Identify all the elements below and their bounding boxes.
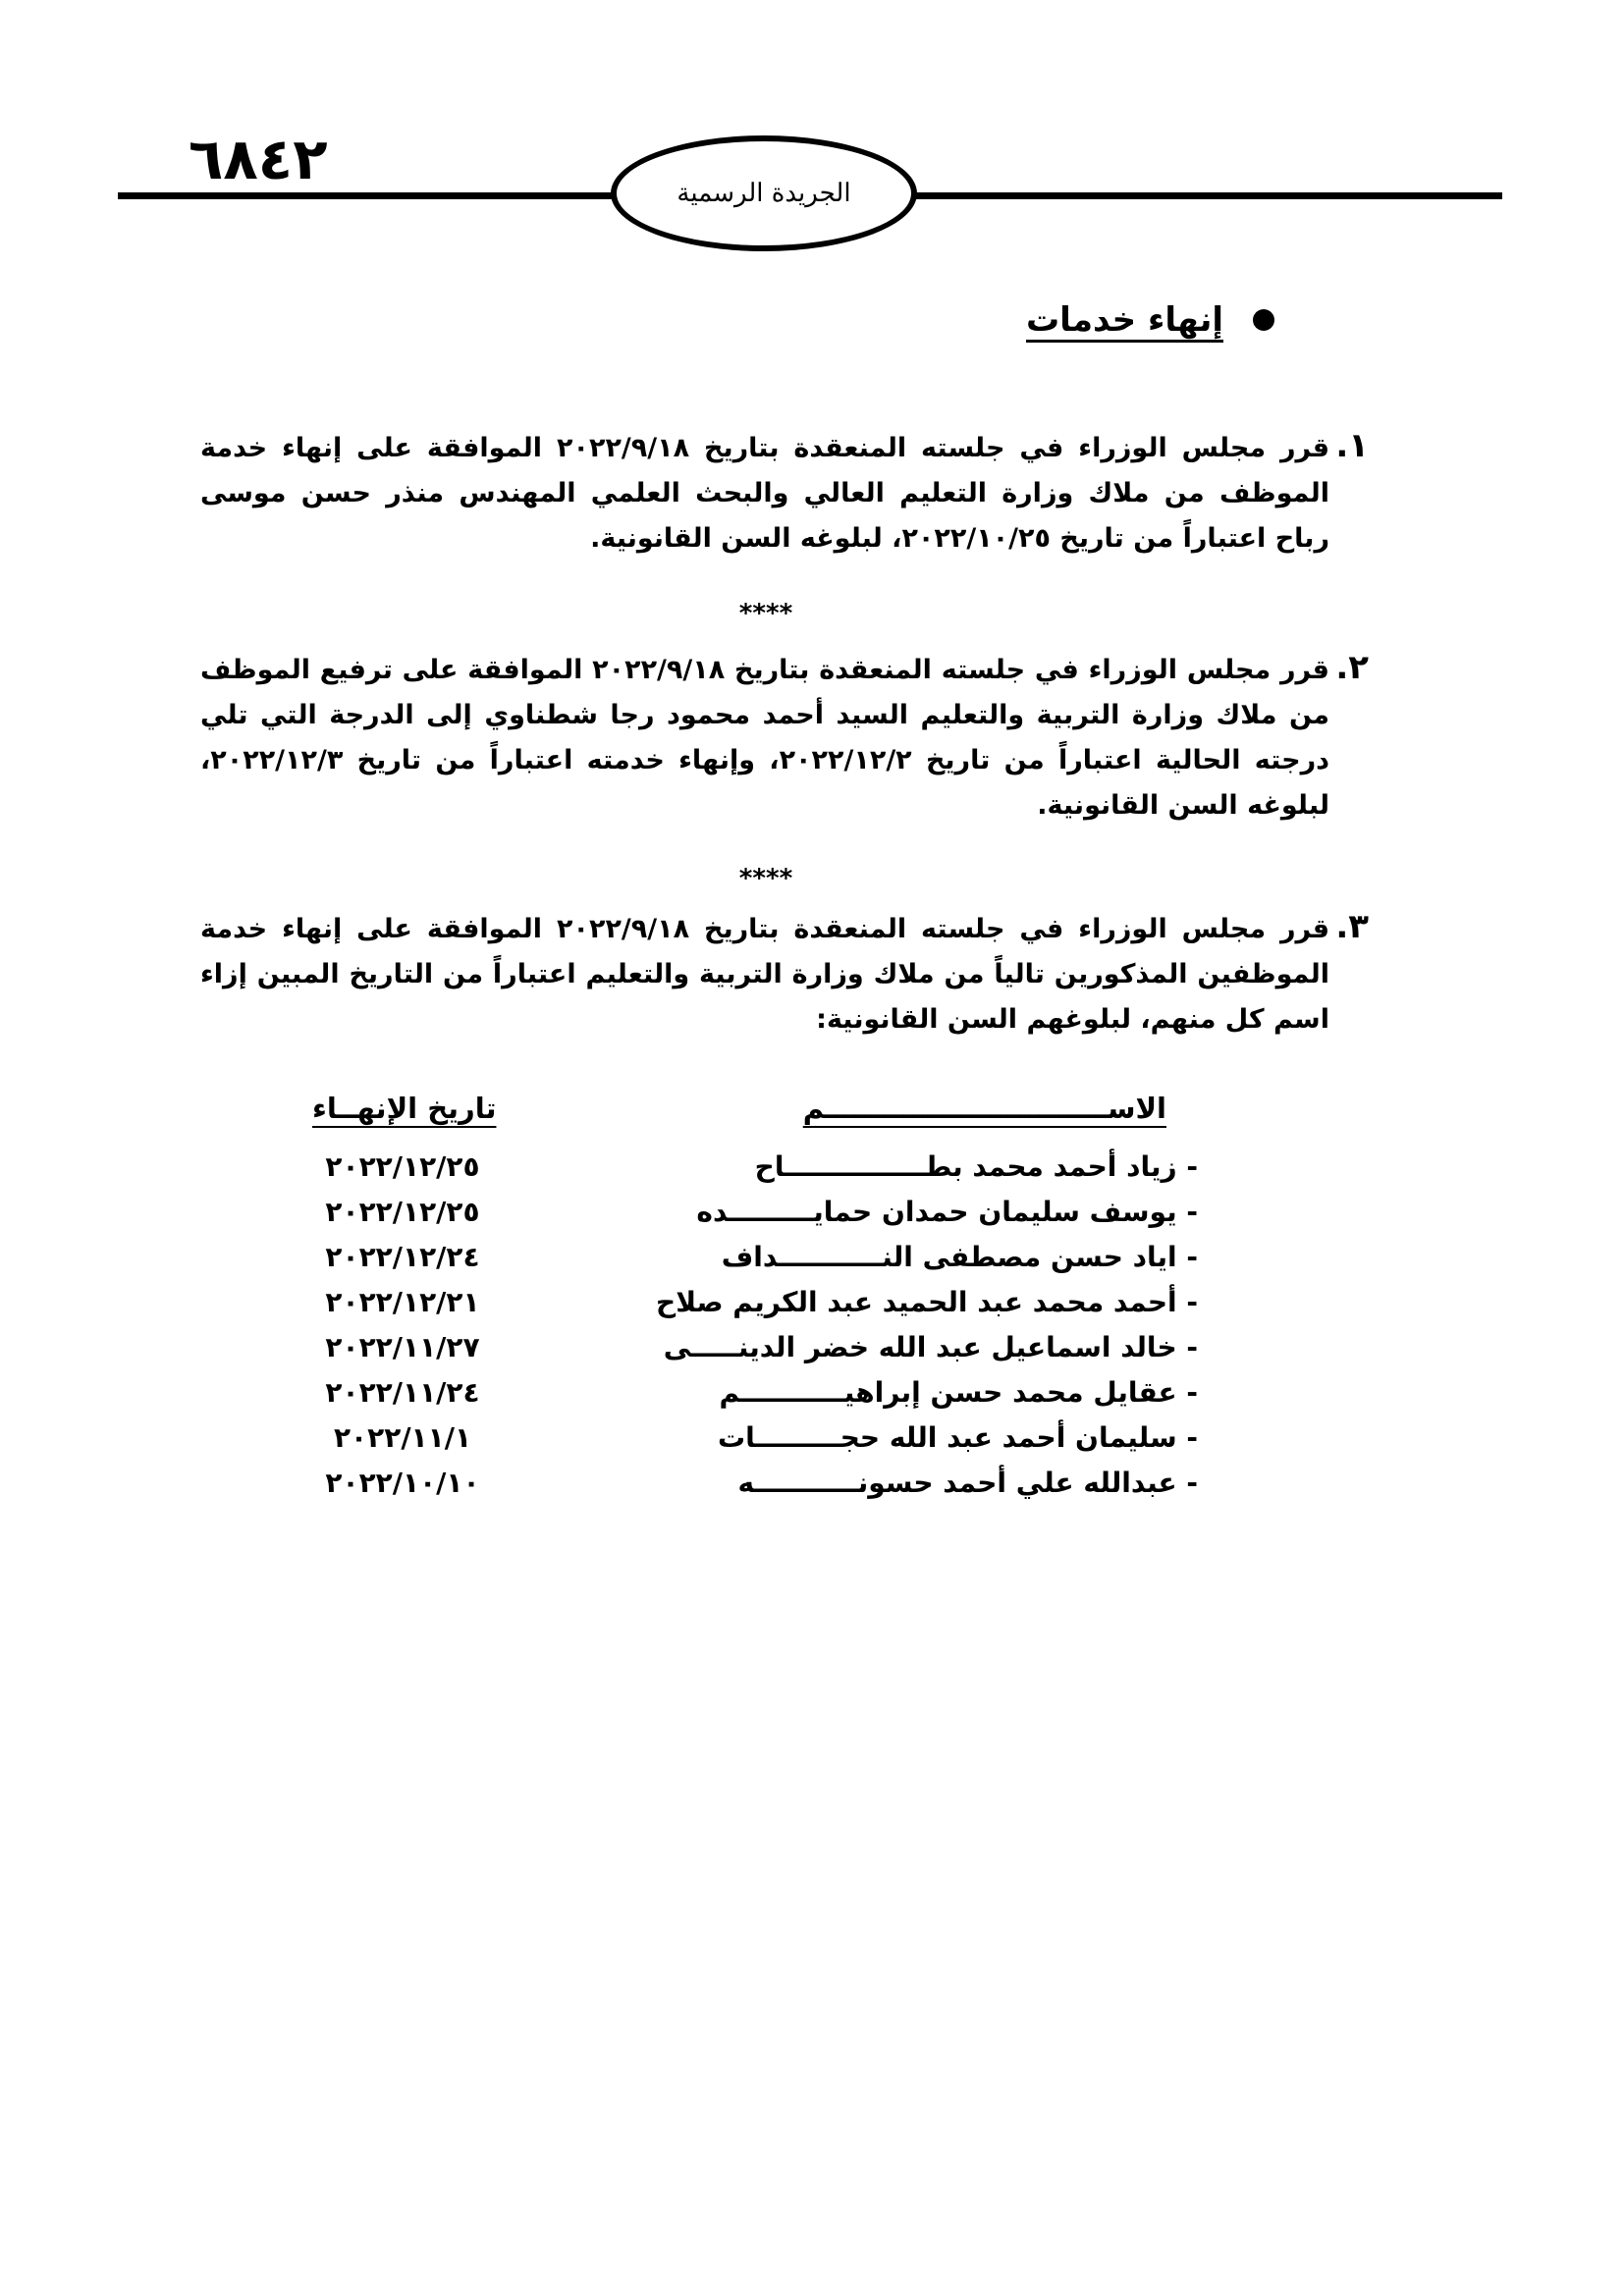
table-row	[295, 1286, 1198, 1329]
table-row	[295, 1421, 1198, 1465]
table-row	[295, 1331, 1198, 1374]
page-number: ٦٨٤٢	[189, 126, 328, 192]
section-heading	[1026, 300, 1274, 340]
employee-name: - عقايل محمد حسن إبراهيـــــــــــم	[719, 1376, 1198, 1409]
end-date: ٢٠٢٢/١١/١	[333, 1421, 472, 1454]
date-column-header: تاريخ الإنهــاء	[312, 1092, 497, 1125]
bullet-icon	[1253, 309, 1274, 331]
decision-item-1	[200, 426, 1369, 561]
employee-name: - اياد حسن مصطفى النـــــــــــداف	[721, 1241, 1198, 1273]
end-date: ٢٠٢٢/١٢/٢٥	[325, 1196, 480, 1228]
end-date: ٢٠٢٢/١١/٢٤	[325, 1376, 480, 1409]
employee-name: - عبدالله علي أحمد حسونـــــــــــه	[737, 1467, 1198, 1499]
table-row	[295, 1241, 1198, 1284]
end-date: ٢٠٢٢/١٠/١٠	[325, 1467, 480, 1499]
employee-name: - أحمد محمد عبد الحميد عبد الكريم صلاح	[656, 1286, 1198, 1318]
decision-item-2	[200, 648, 1369, 828]
separator: ****	[738, 864, 793, 893]
item-text: قرر مجلس الوزراء في جلسته المنعقدة بتاريخ ٢٠٢٢/٩/١٨ الموافقة على ترفيع الموظف من ملاك وزارة التربية والتعليم السيد أحمد محمود رجا شطناوي إلى الدرجة التي تلي درجته الحالية اعتباراً من تاريخ ٢٠٢٢/١٢/٢، وإنهاء خدمته اعتباراً من تاريخ ٢٠٢٢/١٢/٣، لبلوغه السن القانونية.	[200, 655, 1330, 821]
table-row	[295, 1196, 1198, 1239]
employee-name: - سليمان أحمد عبد الله حجـــــــــات	[717, 1421, 1198, 1454]
employee-name: - يوسف سليمان حمدان حمايـــــــــده	[696, 1196, 1198, 1228]
end-date: ٢٠٢٢/١٢/٢٤	[325, 1241, 480, 1273]
gazette-title: الجريدة الرسمية	[677, 179, 851, 208]
item-text: قرر مجلس الوزراء في جلسته المنعقدة بتاريخ ٢٠٢٢/٩/١٨ الموافقة على إنهاء خدمة الموظف من ملاك وزارة التعليم العالي والبحث العلمي المهندس منذر حسن موسى رباح اعتباراً من تاريخ ٢٠٢٢/١٠/٢٥، لبلوغه السن القانونية.	[200, 433, 1329, 554]
separator: ****	[738, 599, 793, 628]
employee-name: - خالد اسماعيل عبد الله خضر الدينـــــى	[663, 1331, 1198, 1363]
gazette-oval-title	[611, 135, 917, 251]
name-column-header: الاســـــــــــــــــــــــــــــم	[802, 1092, 1166, 1125]
item-text: قرر مجلس الوزراء في جلسته المنعقدة بتاريخ ٢٠٢٢/٩/١٨ الموافقة على إنهاء خدمة الموظفين المذكورين تالياً من ملاك وزارة التربية والتعليم اعتباراً من التاريخ المبين إزاء اسم كل منهم، لبلوغهم السن القانونية:	[200, 914, 1329, 1035]
end-date: ٢٠٢٢/١٢/٢٥	[325, 1150, 480, 1183]
item-number: ١.	[1335, 426, 1369, 465]
section-title: إنهاء خدمات	[1026, 300, 1223, 340]
decision-item-3	[200, 907, 1369, 1042]
end-date: ٢٠٢٢/١٢/٢١	[325, 1286, 480, 1318]
item-number: ٢.	[1335, 648, 1369, 687]
table-row	[295, 1150, 1198, 1194]
employee-name: - زياد أحمد محمد بطـــــــــــــــاح	[754, 1150, 1198, 1183]
end-date: ٢٠٢٢/١١/٢٧	[325, 1331, 480, 1363]
table-row	[295, 1467, 1198, 1510]
item-number: ٣.	[1335, 907, 1369, 946]
table-row	[295, 1376, 1198, 1419]
